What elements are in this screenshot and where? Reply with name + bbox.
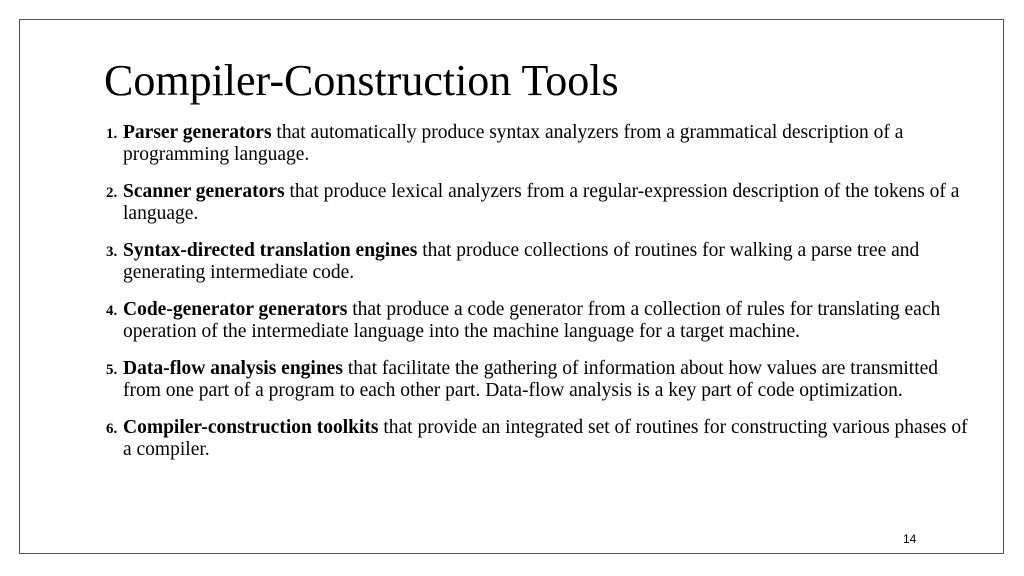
list-item xyxy=(104,122,974,166)
slide-title: Compiler-Construction Tools xyxy=(104,56,619,105)
list-item xyxy=(104,358,974,402)
page-number: 14 xyxy=(903,532,917,546)
item-number: 6. xyxy=(106,421,118,437)
item-number: 4. xyxy=(106,303,118,319)
item-term: Compiler-construction toolkits xyxy=(123,417,379,438)
list-item xyxy=(104,240,974,284)
list-item xyxy=(104,299,974,343)
item-number: 1. xyxy=(106,126,118,142)
item-term: Code-generator generators xyxy=(123,299,348,320)
item-term: Syntax-directed translation engines xyxy=(123,240,418,261)
item-description: that facilitate the gathering of information about how values are transmitted from one part of a program to each other part. Data-flow analysis is a key part of code optimization. xyxy=(123,358,939,401)
item-description: that provide an integrated set of routines for constructing various phases of a compiler. xyxy=(123,417,968,460)
item-term: Parser generators xyxy=(123,122,272,143)
list-item xyxy=(104,181,974,225)
tool-list xyxy=(104,122,974,476)
list-item xyxy=(104,417,974,461)
item-description: that produce lexical analyzers from a regular-expression description of the tokens of a language. xyxy=(123,181,960,224)
item-description: that produce a code generator from a collection of rules for translating each operation of the intermediate language into the machine language for a target machine. xyxy=(123,299,941,342)
item-description: that automatically produce syntax analyzers from a grammatical description of a programming language. xyxy=(123,122,904,165)
item-number: 2. xyxy=(106,185,118,201)
item-number: 5. xyxy=(106,362,118,378)
item-description: that produce collections of routines for walking a parse tree and generating intermediate code. xyxy=(123,240,920,283)
item-term: Scanner generators xyxy=(123,181,285,202)
item-number: 3. xyxy=(106,244,118,260)
item-term: Data-flow analysis engines xyxy=(123,358,343,379)
